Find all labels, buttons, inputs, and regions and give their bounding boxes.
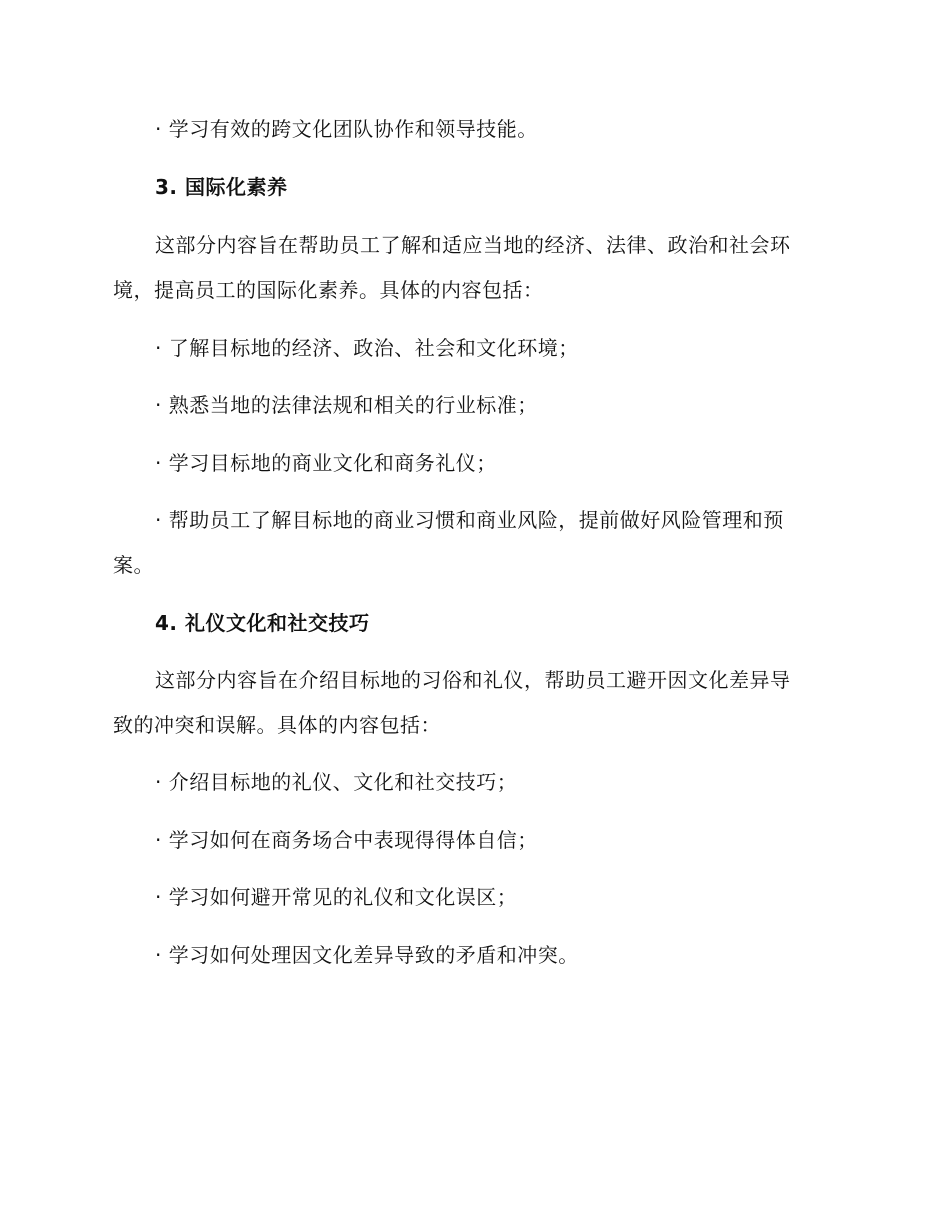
bullet-item: · 学习如何处理因文化差异导致的矛盾和冲突。 [155, 943, 579, 967]
bullet-item: · 熟悉当地的法律法规和相关的行业标准； [155, 393, 538, 417]
bullet-item: · 帮助员工了解目标地的商业习惯和商业风险，提前做好风险管理和预 [155, 508, 784, 532]
paragraph-line: 这部分内容旨在帮助员工了解和适应当地的经济、法律、政治和社会环 [155, 233, 791, 257]
section-heading-4: 4. 礼仪文化和社交技巧 [155, 611, 370, 635]
bullet-item: · 学习如何在商务场合中表现得得体自信； [155, 828, 538, 852]
paragraph-line: 致的冲突和误解。具体的内容包括： [113, 713, 441, 737]
section-heading-3: 3. 国际化素养 [155, 175, 288, 199]
paragraph-line: 境，提高员工的国际化素养。具体的内容包括： [113, 278, 544, 302]
paragraph-line: 这部分内容旨在介绍目标地的习俗和礼仪，帮助员工避开因文化差异导 [155, 668, 791, 692]
bullet-item-continuation: 案。 [113, 553, 154, 577]
bullet-item: · 学习目标地的商业文化和商务礼仪； [155, 451, 497, 475]
bullet-item: · 介绍目标地的礼仪、文化和社交技巧； [155, 770, 518, 794]
bullet-item: · 了解目标地的经济、政治、社会和文化环境； [155, 336, 579, 360]
bullet-item: · 学习如何避开常见的礼仪和文化误区； [155, 885, 518, 909]
bullet-item: · 学习有效的跨文化团队协作和领导技能。 [155, 117, 538, 141]
